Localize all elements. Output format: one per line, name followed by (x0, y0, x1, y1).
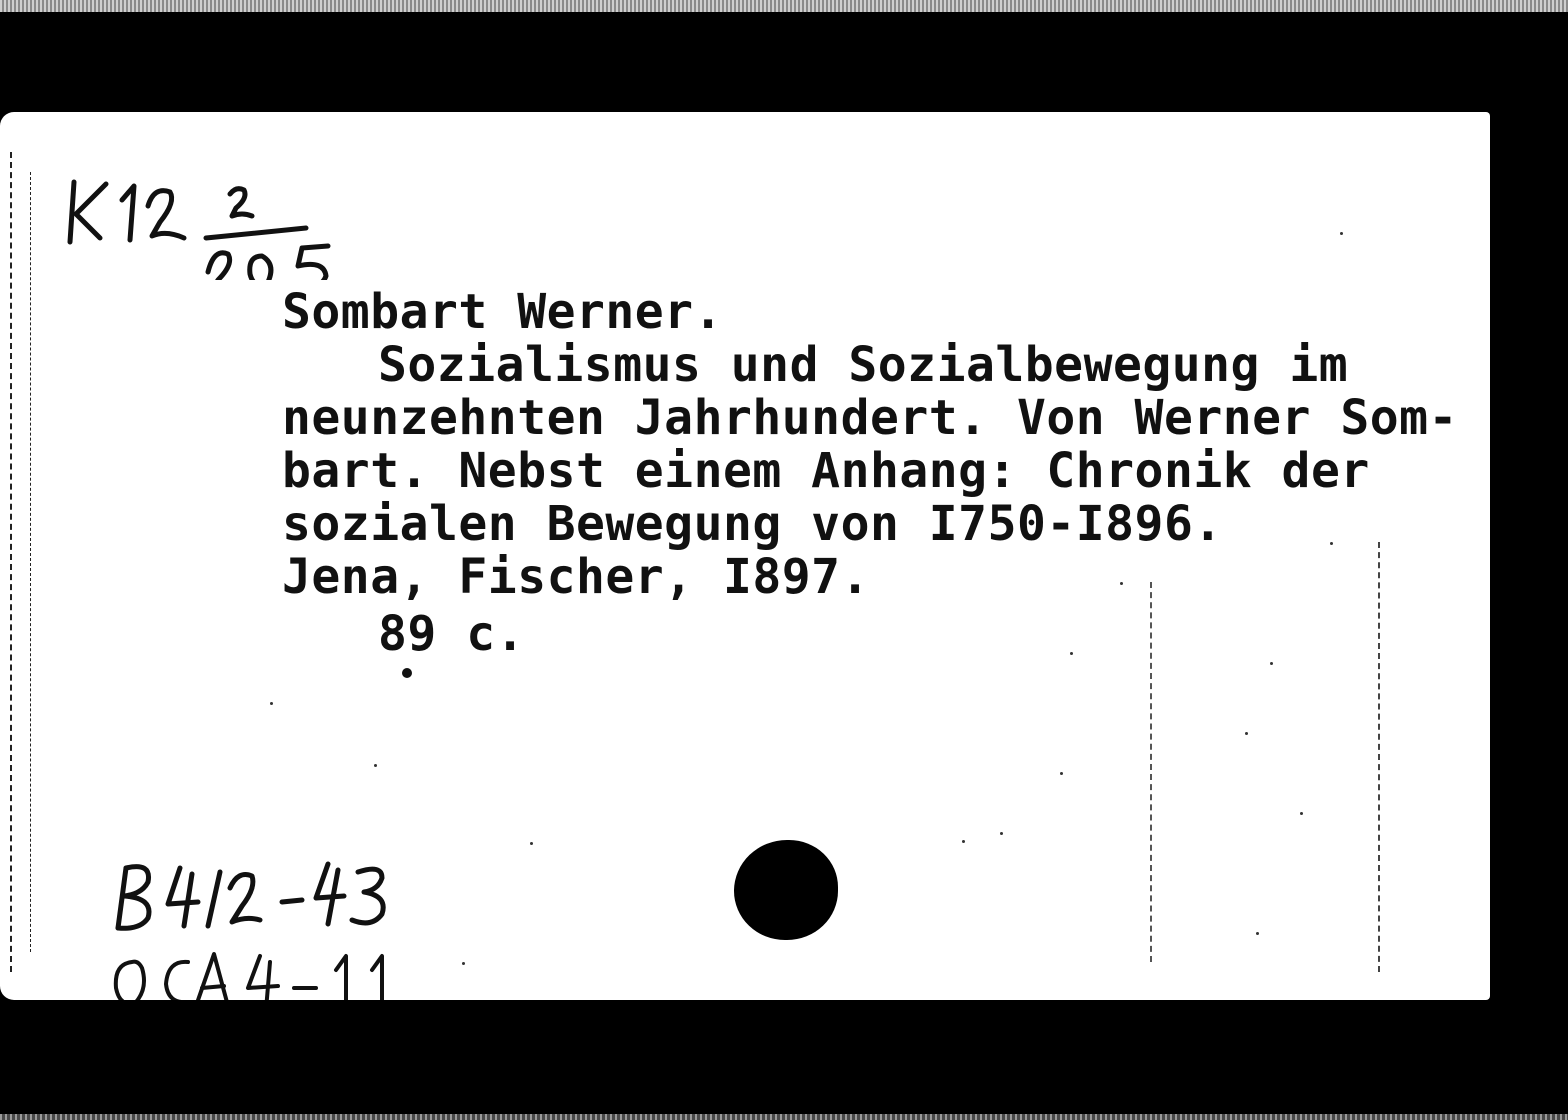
scan-speck (1300, 812, 1303, 815)
scan-speck (374, 764, 377, 767)
handwritten-shelf-mark (66, 160, 356, 280)
handwritten-code-oca4-11 (110, 944, 440, 1000)
handwritten-code-b412-43 (112, 848, 402, 938)
pagination-line: 89 c. (378, 606, 525, 662)
scan-speck (1270, 662, 1273, 665)
scan-speck (962, 840, 965, 843)
imprint-line: Jena, Fischer, I897. (282, 549, 870, 605)
card-margin-line (30, 172, 31, 952)
title-line: Sozialismus und Sozialbewegung im (378, 337, 1349, 393)
title-line: bart. Nebst einem Anhang: Chronik der (282, 443, 1370, 499)
scan-speck (1060, 772, 1063, 775)
scan-speck (1340, 232, 1343, 235)
scan-speck (1330, 542, 1333, 545)
scan-speck (462, 962, 465, 965)
scan-speck (1245, 732, 1248, 735)
author-heading: Sombart Werner. (282, 284, 723, 340)
scan-speck (270, 702, 273, 705)
title-line: neunzehnten Jahrhundert. Von Werner Som- (282, 390, 1458, 446)
scan-speck (1000, 832, 1003, 835)
card-edge-line (10, 152, 12, 972)
library-catalog-card (0, 112, 1490, 1000)
typed-catalog-entry (282, 286, 1458, 661)
scan-speck (1256, 932, 1259, 935)
scan-border-bottom (0, 1114, 1568, 1120)
ink-dot (402, 668, 412, 678)
scan-speck (530, 842, 533, 845)
scan-speck (1070, 652, 1073, 655)
scan-border-top (0, 0, 1568, 12)
punch-hole (734, 840, 838, 940)
title-line: sozialen Bewegung von I750-I896. (282, 496, 1223, 552)
scan-speck (1120, 582, 1123, 585)
